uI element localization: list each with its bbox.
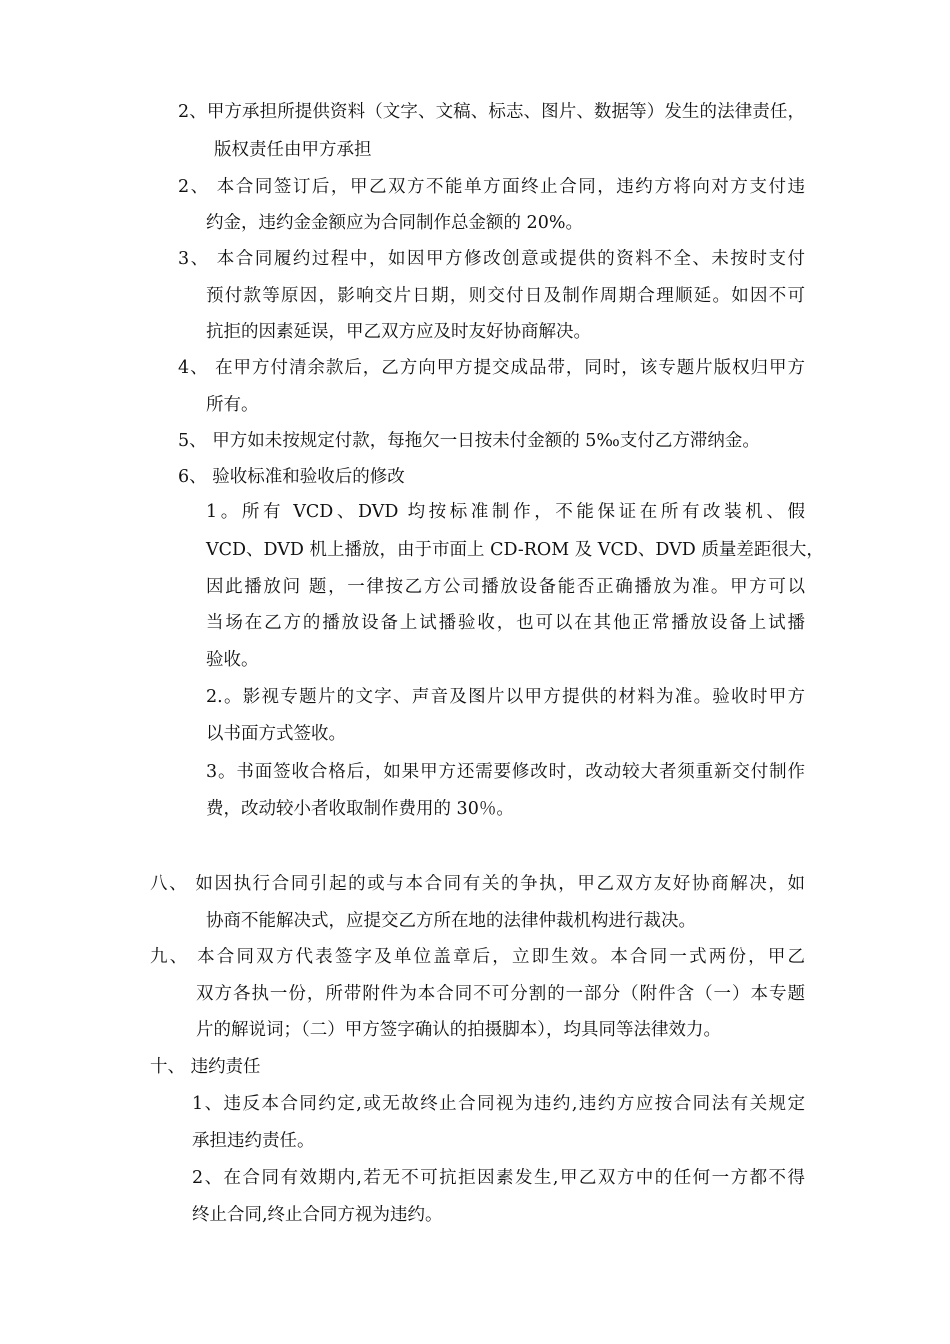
text-line: 3、 本合同履约过程中，如因甲方修改创意或提供的资料不全、未按时支付 (178, 249, 805, 269)
text-line: 3。书面签收合格后，如果甲方还需要修改时，改动较大者须重新交付制作 (206, 762, 805, 782)
text-line: 当场在乙方的播放设备上试播验收，也可以在其他正常播放设备上试播 (206, 613, 805, 633)
text-line: 协商不能解决式，应提交乙方所在地的法律仲裁机构进行裁决。 (206, 911, 696, 931)
text-line: 4、 在甲方付清余款后，乙方向甲方提交成品带，同时，该专题片版权归甲方 (178, 358, 805, 378)
text-line: 1。所有 VCD、DVD 均按标准制作，不能保证在所有改装机、假 (206, 502, 805, 522)
text-line: 预付款等原因，影响交片日期，则交付日及制作周期合理顺延。如因不可 (206, 286, 805, 306)
text-line: 承担违约责任。 (192, 1131, 315, 1151)
text-line: 版权责任由甲方承担 (214, 140, 372, 160)
text-line: VCD、DVD 机上播放，由于市面上 CD-ROM 及 VCD、DVD 质量差距很大， (206, 540, 824, 560)
text-line: 双方各执一份，所带附件为本合同不可分割的一部分（附件含（一）本专题 (196, 984, 805, 1004)
text-line: 十、 违约责任 (150, 1057, 261, 1077)
text-line: 抗拒的因素延误，甲乙双方应及时友好协商解决。 (206, 322, 591, 342)
text-line: 因此播放问 题，一律按乙方公司播放设备能否正确播放为准。甲方可以 (206, 577, 805, 597)
text-line: 5、 甲方如未按规定付款，每拖欠一日按未付金额的 5‰支付乙方滞纳金。 (178, 431, 760, 451)
text-line: 以书面方式签收。 (206, 724, 346, 744)
text-line: 2、 本合同签订后，甲乙双方不能单方面终止合同，违约方将向对方支付违 (178, 177, 805, 197)
text-line: 2、在合同有效期内,若无不可抗拒因素发生,甲乙双方中的任何一方都不得 (192, 1168, 805, 1188)
text-line: 片的解说词；（二）甲方签字确认的拍摄脚本），均具同等法律效力。 (196, 1020, 721, 1040)
text-line: 九、 本合同双方代表签字及单位盖章后，立即生效。本合同一式两份，甲乙 (150, 947, 805, 967)
text-line: 1、违反本合同约定,或无故终止合同视为违约,违约方应按合同法有关规定 (192, 1094, 805, 1114)
text-line: 验收。 (206, 650, 259, 670)
text-line: 所有。 (206, 395, 259, 415)
text-line: 6、 验收标准和验收后的修改 (178, 467, 405, 487)
text-line: 费，改动较小者收取制作费用的 30％。 (206, 799, 514, 819)
text-line: 约金，违约金金额应为合同制作总金额的 20%。 (206, 213, 583, 233)
text-line: 2、甲方承担所提供资料（文字、文稿、标志、图片、数据等）发生的法律责任， (178, 102, 805, 122)
text-line: 八、 如因执行合同引起的或与本合同有关的争执，甲乙双方友好协商解决，如 (150, 874, 805, 894)
text-line: 2.。影视专题片的文字、声音及图片以甲方提供的材料为准。验收时甲方 (206, 687, 805, 707)
text-line: 终止合同,终止合同方视为违约。 (192, 1205, 443, 1225)
